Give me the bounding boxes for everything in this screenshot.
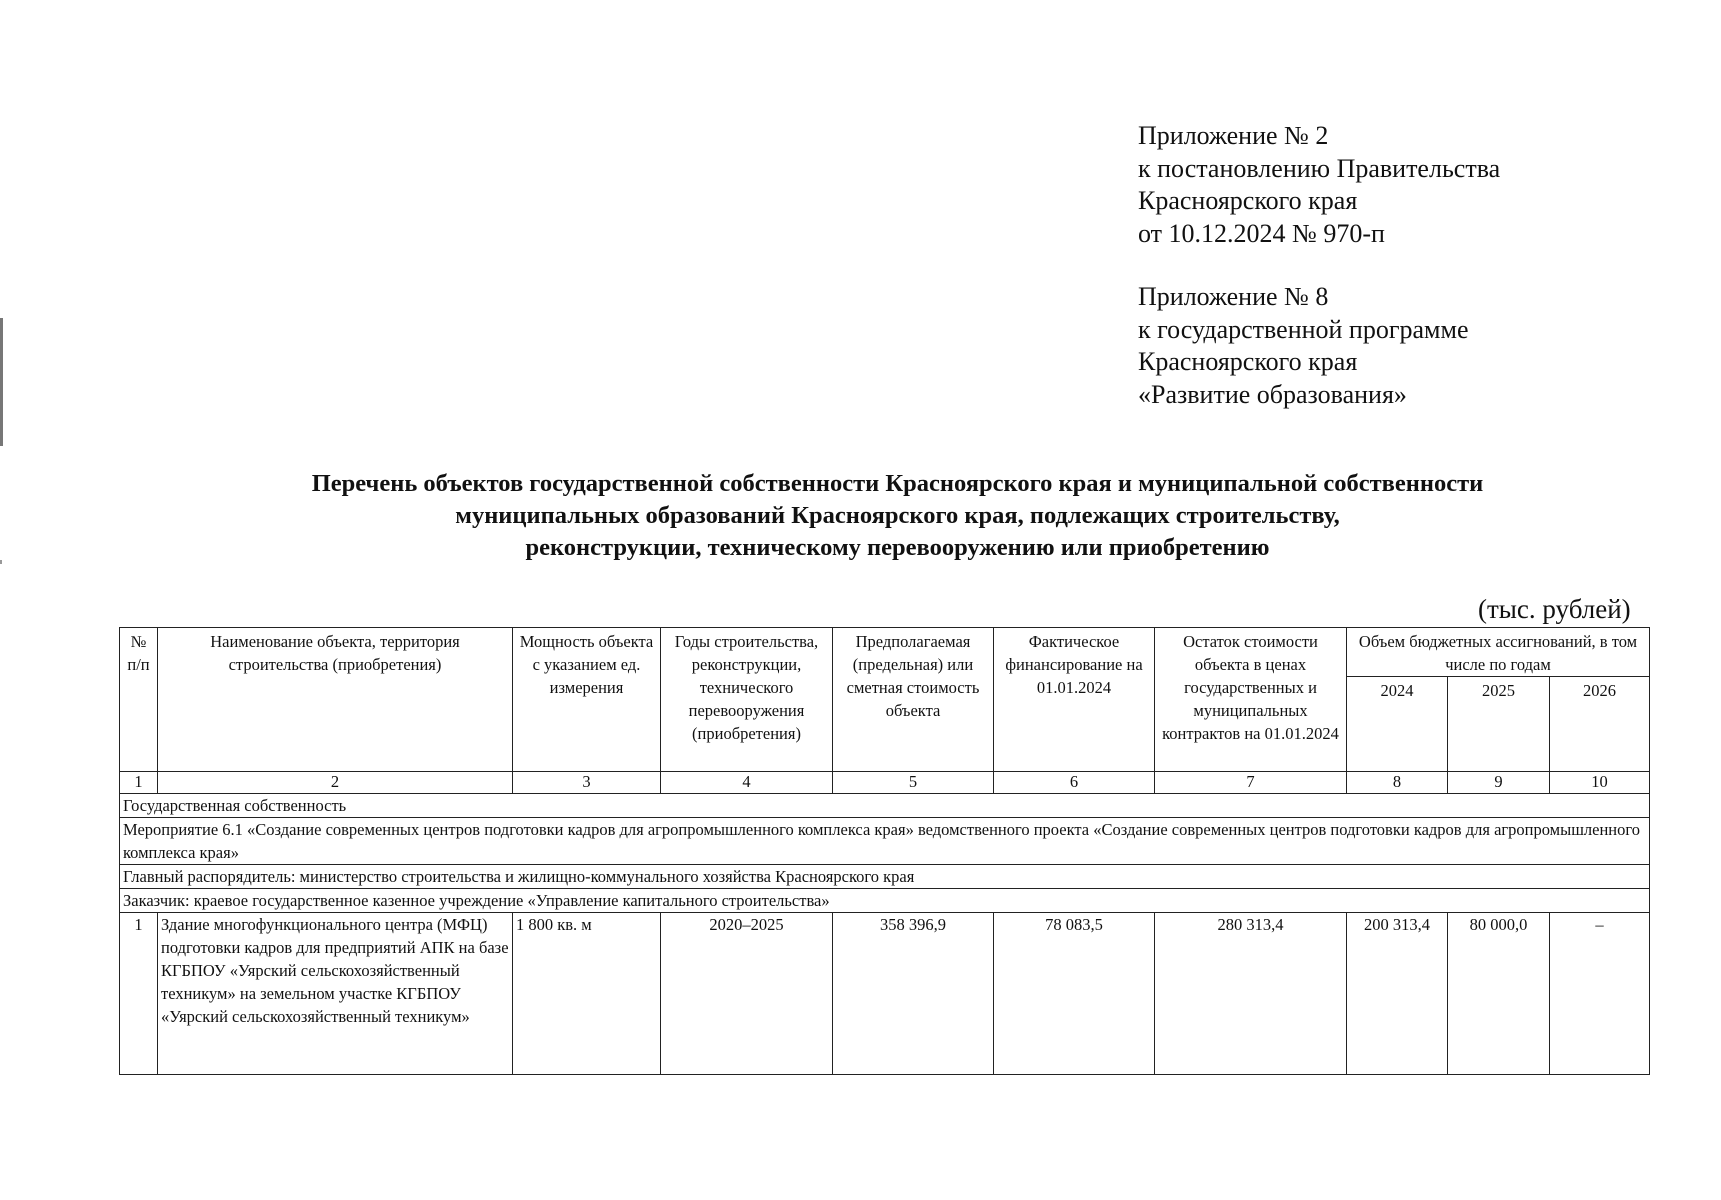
appendix-8-line2: к государственной программе xyxy=(1138,314,1469,344)
column-number: 7 xyxy=(1155,772,1347,794)
appendix-2-line2: к постановлению Правительства xyxy=(1138,153,1501,183)
header-object-name: Наименование объекта, территория строительства (приобретения) xyxy=(158,628,513,772)
table-row xyxy=(120,913,1650,1075)
row-budget-2024: 200 313,4 xyxy=(1347,913,1448,1075)
appendix-8-line1: Приложение № 8 xyxy=(1138,282,1329,311)
header-capacity: Мощность объекта с указанием ед. измерения xyxy=(513,628,661,772)
title-line3: реконструкции, техническому перевооружению или приобретению xyxy=(525,534,1270,561)
section-state-property: Государственная собственность xyxy=(120,794,1650,818)
header-year-2024: 2024 xyxy=(1347,677,1448,772)
section-customer: Заказчик: краевое государственное казенное учреждение «Управление капитального строительства» xyxy=(120,889,1650,913)
column-number: 2 xyxy=(158,772,513,794)
row-budget-2025: 80 000,0 xyxy=(1448,913,1550,1075)
section-row xyxy=(120,794,1650,818)
header-actual-financing: Фактическое финансирование на 01.01.2024 xyxy=(994,628,1155,772)
appendix-8-block xyxy=(1138,281,1469,411)
section-measure: Мероприятие 6.1 «Создание современных центров подготовки кадров для агропромышленного комплекса края» ведомственного проекта «Создание современных центров подготовки кадров для агропромышленного комплекса края» xyxy=(120,818,1650,865)
header-budget-group: Объем бюджетных ассигнований, в том числе по годам xyxy=(1347,628,1650,677)
row-budget-2026: – xyxy=(1550,913,1650,1075)
appendix-8-line3: Красноярского края xyxy=(1138,347,1358,376)
row-object-name: Здание многофункционального центра (МФЦ) подготовки кадров для предприятий АПК на базе КГБПОУ «Уярский сельскохозяйственный техникум» на земельном участке КГБПОУ «Уярский сельскохозяйственный техникум» xyxy=(158,913,513,1075)
header-row xyxy=(120,628,1650,677)
scan-edge-mark xyxy=(0,560,2,564)
objects-table xyxy=(119,627,1650,1075)
title-line1: Перечень объектов государственной собственности Красноярского края и муниципальной собственности xyxy=(311,470,1484,497)
row-remaining-cost: 280 313,4 xyxy=(1155,913,1347,1075)
appendix-2-block xyxy=(1138,120,1500,250)
section-row xyxy=(120,889,1650,913)
row-actual-financing: 78 083,5 xyxy=(994,913,1155,1075)
row-years: 2020–2025 xyxy=(661,913,833,1075)
header-remaining-cost: Остаток стоимости объекта в ценах государственных и муниципальных контрактов на 01.01.2024 xyxy=(1155,628,1347,772)
section-chief-manager: Главный распорядитель: министерство строительства и жилищно-коммунального хозяйства Красноярского края xyxy=(120,865,1650,889)
column-number: 4 xyxy=(661,772,833,794)
scan-edge-mark xyxy=(0,318,3,446)
column-number: 9 xyxy=(1448,772,1550,794)
header-num: № п/п xyxy=(120,628,158,772)
column-number: 10 xyxy=(1550,772,1650,794)
document-title xyxy=(130,468,1665,564)
appendix-8-line4: «Развитие образования» xyxy=(1138,379,1407,409)
header-estimated-cost: Предполагаемая (предельная) или сметная стоимость объекта xyxy=(833,628,994,772)
header-year-2026: 2026 xyxy=(1550,677,1650,772)
appendix-2-line4: от 10.12.2024 № 970-п xyxy=(1138,218,1385,248)
section-row xyxy=(120,818,1650,865)
header-year-2025: 2025 xyxy=(1448,677,1550,772)
appendix-2-line3: Красноярского края xyxy=(1138,186,1358,215)
title-line2: муниципальных образований Красноярского края, подлежащих строительству, xyxy=(455,502,1340,529)
row-capacity: 1 800 кв. м xyxy=(513,913,661,1075)
column-number: 6 xyxy=(994,772,1155,794)
column-number: 1 xyxy=(120,772,158,794)
row-estimated-cost: 358 396,9 xyxy=(833,913,994,1075)
header-years: Годы строительства, реконструкции, технического перевооружения (приобретения) xyxy=(661,628,833,772)
appendix-2-line1: Приложение № 2 xyxy=(1138,121,1329,150)
row-num: 1 xyxy=(120,913,158,1075)
column-number: 8 xyxy=(1347,772,1448,794)
column-number: 5 xyxy=(833,772,994,794)
unit-label: (тыс. рублей) xyxy=(1478,594,1631,624)
section-row xyxy=(120,865,1650,889)
column-number: 3 xyxy=(513,772,661,794)
column-number-row xyxy=(120,772,1650,794)
